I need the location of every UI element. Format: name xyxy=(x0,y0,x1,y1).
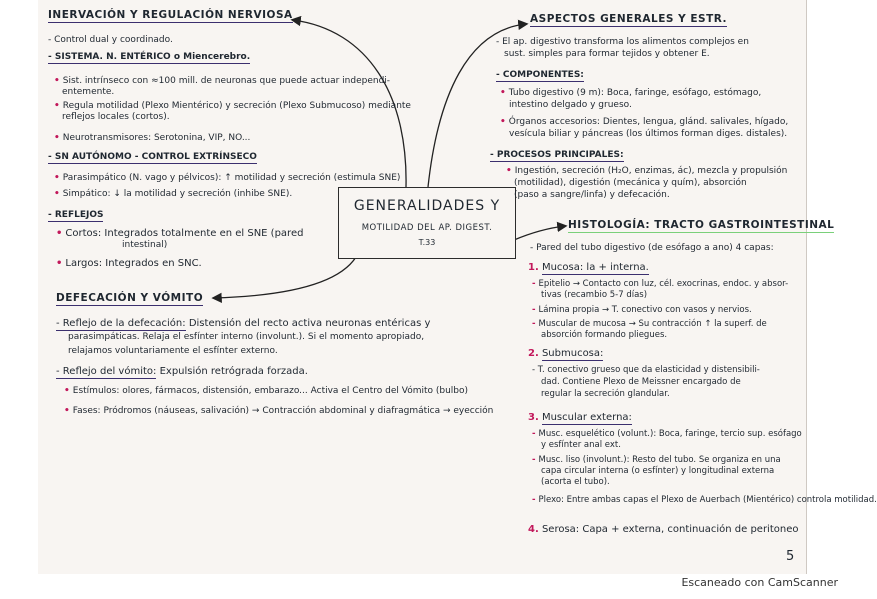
serosa: 4. Serosa: Capa + externa, continuación de peritoneo xyxy=(528,524,799,535)
componentes-item: intestino delgado y grueso. xyxy=(509,100,632,110)
aspectos-intro: sust. simples para formar tejidos y obtener E. xyxy=(504,49,710,59)
central-topic-number: T.33 xyxy=(418,238,436,247)
muscular-item: - Plexo: Entre ambas capas el Plexo de Auerbach (Mientérico) controla motilidad. xyxy=(532,495,877,505)
inervacion-heading: INERVACIÓN Y REGULACIÓN NERVIOSA xyxy=(48,9,293,23)
sne-item: reflejos locales (cortos). xyxy=(62,112,170,122)
histologia-intro: - Pared del tubo digestivo (de esófago a ano) 4 capas: xyxy=(530,243,774,253)
reflejo-vomito: - Reflejo del vómito: Expulsión retrógrada forzada. xyxy=(56,366,308,377)
procesos-item: (paso a sangre/linfa) y defecación. xyxy=(514,190,670,200)
page-number: 5 xyxy=(786,549,795,564)
sna-heading: - SN AUTÓNOMO - CONTROL EXTRÍNSECO xyxy=(48,152,257,164)
sne-item: • Neurotransmisores: Serotonina, VIP, NO... xyxy=(54,133,251,143)
procesos-item: • Ingestión, secreción (H₂O, enzimas, ác), mezcla y propulsión xyxy=(506,166,788,176)
mucosa-item: absorción formando pliegues. xyxy=(541,330,668,340)
submucosa-item: - T. conectivo grueso que da elasticidad y distensibili- xyxy=(532,365,760,375)
submucosa-title: 2. Submucosa: xyxy=(528,348,604,359)
sna-item: • Parasimpático (N. vago y pélvicos): ↑ motilidad y secreción (estimula SNE) xyxy=(54,173,401,183)
sne-item: • Sist. intrínseco con ≈100 mill. de neuronas que puede actuar independi- xyxy=(54,76,391,86)
componentes-heading: - COMPONENTES: xyxy=(496,70,584,82)
reflejos-item: • Largos: Integrados en SNC. xyxy=(56,258,202,269)
mucosa-item: - Lámina propia → T. conectivo con vasos y nervios. xyxy=(532,305,752,315)
muscular-item: - Musc. liso (involunt.): Resto del tubo. Se organiza en una xyxy=(532,455,781,465)
procesos-item: (motilidad), digestión (mecánica y quím), absorción xyxy=(514,178,747,188)
sne-item: entemente. xyxy=(62,87,115,97)
reflejo-defecacion-line: parasimpáticas. Relaja el esfínter interno (involunt.). Si el momento apropiado, xyxy=(68,332,425,342)
aspectos-heading: ASPECTOS GENERALES Y ESTR. xyxy=(530,13,727,27)
vomito-fases: • Fases: Pródromos (náuseas, salivación) → Contracción abdominal y diafragmática → eyección xyxy=(64,406,494,416)
inervacion-control: - Control dual y coordinado. xyxy=(48,35,173,45)
central-title: GENERALIDADES Y xyxy=(353,198,501,214)
reflejo-defecacion-line: relajamos voluntariamente el esfínter externo. xyxy=(68,346,278,356)
vomito-estimulos: • Estímulos: olores, fármacos, distensión, embarazo... Activa el Centro del Vómito (bulbo) xyxy=(64,386,469,396)
mucosa-item: tivas (recambio 5-7 días) xyxy=(541,290,648,300)
submucosa-item: regular la secreción glandular. xyxy=(541,389,670,399)
reflejos-item: • Cortos: Integrados totalmente en el SNE (pared xyxy=(56,228,304,239)
reflejos-item: intestinal) xyxy=(122,240,168,250)
muscular-item: y esfínter anal ext. xyxy=(541,440,621,450)
mucosa-item: - Muscular de mucosa → Su contracción ↑ la superf. de xyxy=(532,319,767,329)
muscular-title: 3. Muscular externa: xyxy=(528,412,632,423)
central-subtitle: MOTILIDAD DEL AP. DIGEST. xyxy=(361,223,493,233)
aspectos-intro: - El ap. digestivo transforma los alimentos complejos en xyxy=(496,37,749,47)
notes-sheet xyxy=(38,0,877,574)
defecacion-heading: DEFECACIÓN Y VÓMITO xyxy=(56,292,203,306)
componentes-item: • Órganos accesorios: Dientes, lengua, glánd. salivales, hígado, xyxy=(500,117,789,127)
sna-item: • Simpático: ↓ la motilidad y secreción (inhibe SNE). xyxy=(54,189,293,199)
componentes-item: • Tubo digestivo (9 m): Boca, faringe, esófago, estómago, xyxy=(500,88,762,98)
procesos-heading: - PROCESOS PRINCIPALES: xyxy=(490,150,624,162)
submucosa-item: dad. Contiene Plexo de Meissner encargado de xyxy=(541,377,741,387)
mucosa-item: - Epitelio → Contacto con luz, cél. exocrinas, endoc. y absor- xyxy=(532,279,789,289)
muscular-item: - Musc. esquelético (volunt.): Boca, faringe, tercio sup. esófago xyxy=(532,429,802,439)
scanner-watermark: Escaneado con CamScanner xyxy=(681,576,838,589)
histologia-heading: HISTOLOGÍA: TRACTO GASTROINTESTINAL xyxy=(568,219,834,233)
reflejo-defecacion: - Reflejo de la defecación: Distensión del recto activa neuronas entéricas y xyxy=(56,318,431,329)
componentes-item: vesícula biliar y páncreas (los últimos forman diges. distales). xyxy=(509,129,788,139)
sne-item: • Regula motilidad (Plexo Mientérico) y secreción (Plexo Submucoso) mediante xyxy=(54,101,411,111)
muscular-item: (acorta el tubo). xyxy=(541,477,610,487)
muscular-item: capa circular interna (o esfínter) y longitudinal externa xyxy=(541,466,775,476)
central-topic-box xyxy=(338,187,516,259)
sne-heading: - SISTEMA. N. ENTÉRICO o Miencerebro. xyxy=(48,52,250,64)
mucosa-title: 1. Mucosa: la + interna. xyxy=(528,262,649,273)
reflejos-heading: - REFLEJOS xyxy=(48,210,103,222)
